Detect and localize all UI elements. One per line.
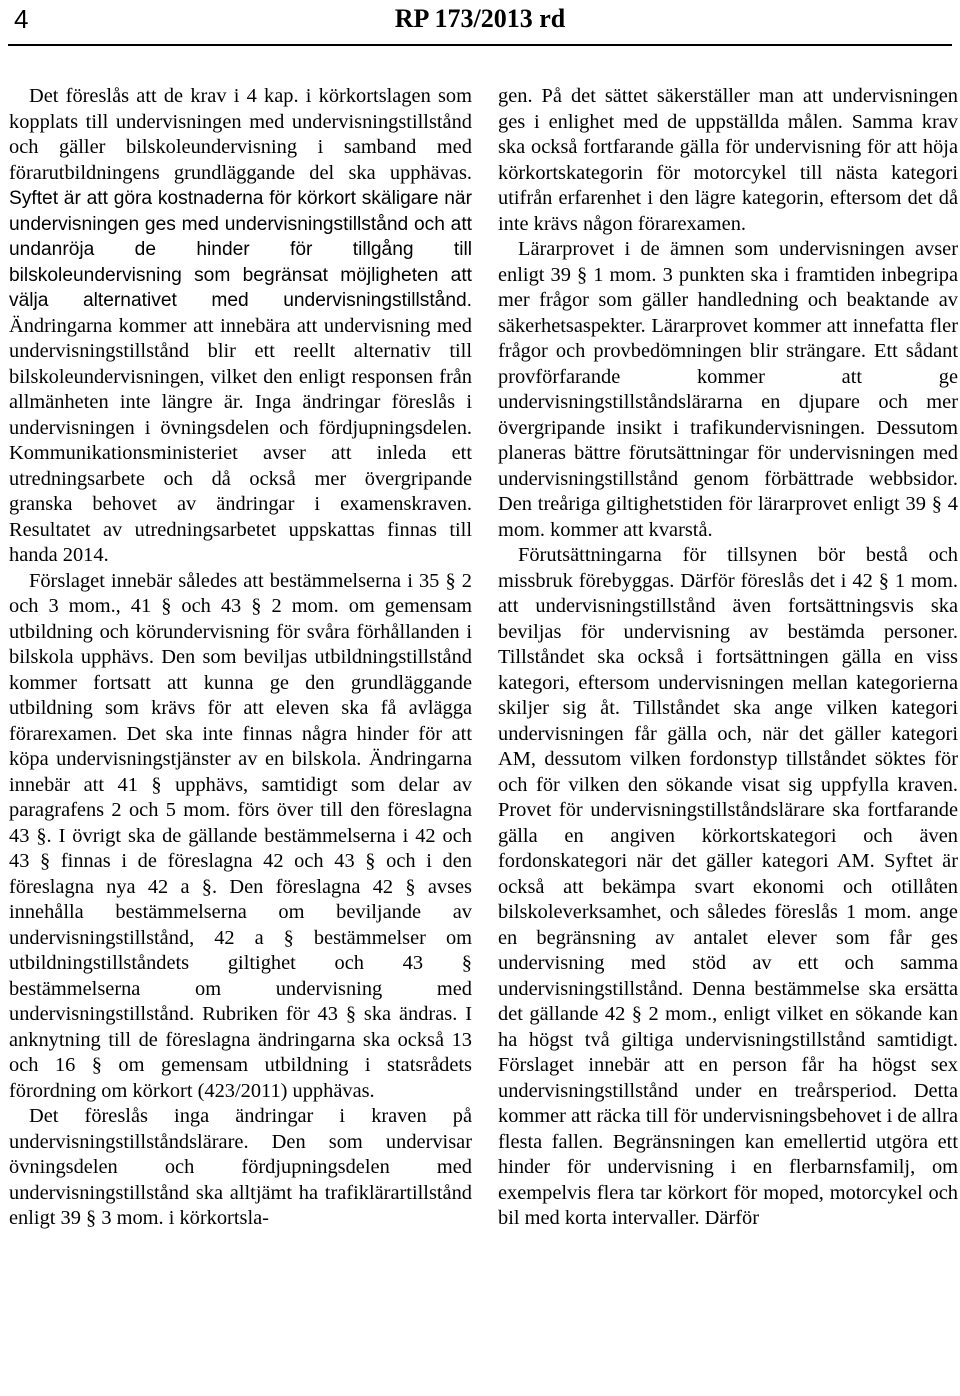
paragraph-text-sans: Syftet är att göra kostnaderna för körkort skäligare när undervisningen ges med undervisningstillstånd och att undanröja de hinder för tillgång till bilskoleundervisning som begränsat möjligheten att välja alternativet med undervisningstillstånd. <box>9 188 472 311</box>
paragraph <box>9 84 472 569</box>
paragraph: Förslaget innebär således att bestämmelserna i 35 § 2 och 3 mom., 41 § och 43 § 2 mom. om gemensam utbildning och körundervisning för svåra förhållanden i bilskola upphävs. Den som beviljas utbildningstillstånd kommer fortsatt att kunna ge den grundläggande utbildning som krävs för att eleven ska få avlägga förarexamen. Det ska inte finnas några hinder för att köpa undervisningstjänster av en bilskola. Ändringarna innebär att 41 § upphävs, samtidigt som delar av paragrafens 2 och 5 mom. förs över till den föreslagna 43 §. I övrigt ska de gällande bestämmelserna i 42 och 43 § finnas i de föreslagna 42 och 43 § och i den föreslagna nya 42 a §. Den föreslagna 42 § avses innehålla bestämmelserna om beviljande av undervisningstillstånd, 42 a § bestämmelser om utbildningstillståndets giltighet och 43 § bestämmelserna om undervisning med undervisningstillstånd. Rubriken för 43 § ska ändras. I anknytning till de föreslagna ändringarna ska också 13 och 16 § om gemensam utbildning i statsrådets förordning om körkort (423/2011) upphävas. <box>9 569 472 1102</box>
header-rule <box>8 44 952 46</box>
paragraph: Lärarprovet i de ämnen som undervisningen avser enligt 39 § 1 mom. 3 punkten ska i framtiden inbegripa mer frågor som gäller handledning och beaktande av säkerhetsaspekter. Lärarprovet kommer att innefatta fler frågor och provbedömningen blir strängare. Ett sådant provförfarande kommer att ge undervisningstillståndslärarna en djupare och mer övergripande insikt i trafikundervisningen. Dessutom planeras bättre förutsättningar för undervisningen med undervisningstillstånd genom förbättrade webbsidor. Den treåriga giltighetstiden för lärarprovet enligt 39 § 4 mom. kommer att kvarstå. <box>498 238 958 541</box>
left-column <box>9 84 472 1232</box>
paragraph-text: Ändringarna kommer att innebära att undervisning med undervisningstillstånd blir ett reellt alternativ till bilskoleundervisningen, vilket den enligt responsen från allmänheten inte längre är. Inga ändringar föreslås i undervisningen i övningsdelen och fördjupningsdelen. Kommunikationsministeriet avser att inleda ett utredningsarbete och då också mer övergripande granska behovet av ändringar i examenskraven. Resultatet av utredningsarbetet uppskattas finnas till handa 2014. <box>9 314 472 566</box>
paragraph: Det föreslås inga ändringar i kraven på undervisningstillståndslärare. Den som undervisar övningsdelen och fördjupningsdelen med undervisningstillstånd ska alltjämt ha trafiklärartillstånd enligt 39 § 3 mom. i körkortsla- <box>9 1105 472 1229</box>
paragraph: gen. På det sättet säkerställer man att undervisningen ges i enlighet med de uppställda målen. Samma krav ska också fortfarande gälla för undervisning för att höja körkortskategorin för motorcykel till nästa kategori utifrån erfarenhet i den lägre kategorin, eftersom det då inte krävs någon förarexamen. <box>498 85 958 235</box>
right-column <box>498 84 958 1232</box>
paragraph: Förutsättningarna för tillsynen bör bestå och missbruk förebyggas. Därför föreslås det i 42 § 1 mom. att undervisningstillstånd även fortsättningsvis ska beviljas för undervisning av bestämda personer. Tillståndet ska också i fortsättningen gälla en viss kategori, eftersom undervisningen mellan kategorierna skiljer sig åt. Tillståndet ska ange vilken kategori undervisningen får gälla och, när det gäller kategori AM, dessutom vilken fordonstyp tillståndet söktes för och för vilken den sökande visat sig uppfylla kraven. Provet för undervisningstillståndslärare ska fortfarande gälla en angiven körkortskategori och även fordonskategori när det gäller kategori AM. Syftet är också att bekämpa svart ekonomi och otillåten bilskoleverksamhet, och således föreslås 1 mom. ange en begränsning av antalet elever som får ges undervisning med stöd av ett och samma undervisningstillstånd. Denna bestämmelse ska ersätta det gällande 42 § 2 mom., enligt vilket en sökande kan ha högst två giltiga undervisningstillstånd samtidigt. Förslaget innebär att en person får ha högst sex undervisningstillstånd under en treårsperiod. Detta kommer att räcka till för undervisningsbehovet i de allra flesta fallen. Begränsningen kan emellertid utgöra ett hinder för undervisning i en flerbarnsfamilj, om exempelvis flera tar körkort för moped, motorcykel och bil med korta intervaller. Därför <box>498 544 958 1229</box>
running-title: RP 173/2013 rd <box>394 4 566 33</box>
page-header <box>0 0 960 40</box>
paragraph-text: Det föreslås att de krav i 4 kap. i körkortslagen som kopplats till undervisningen med undervisningstillstånd och gäller bilskoleundervisning i samband med förarutbildningens grundläggande del ska upphävas. <box>9 85 472 184</box>
page-number: 4 <box>14 4 29 34</box>
